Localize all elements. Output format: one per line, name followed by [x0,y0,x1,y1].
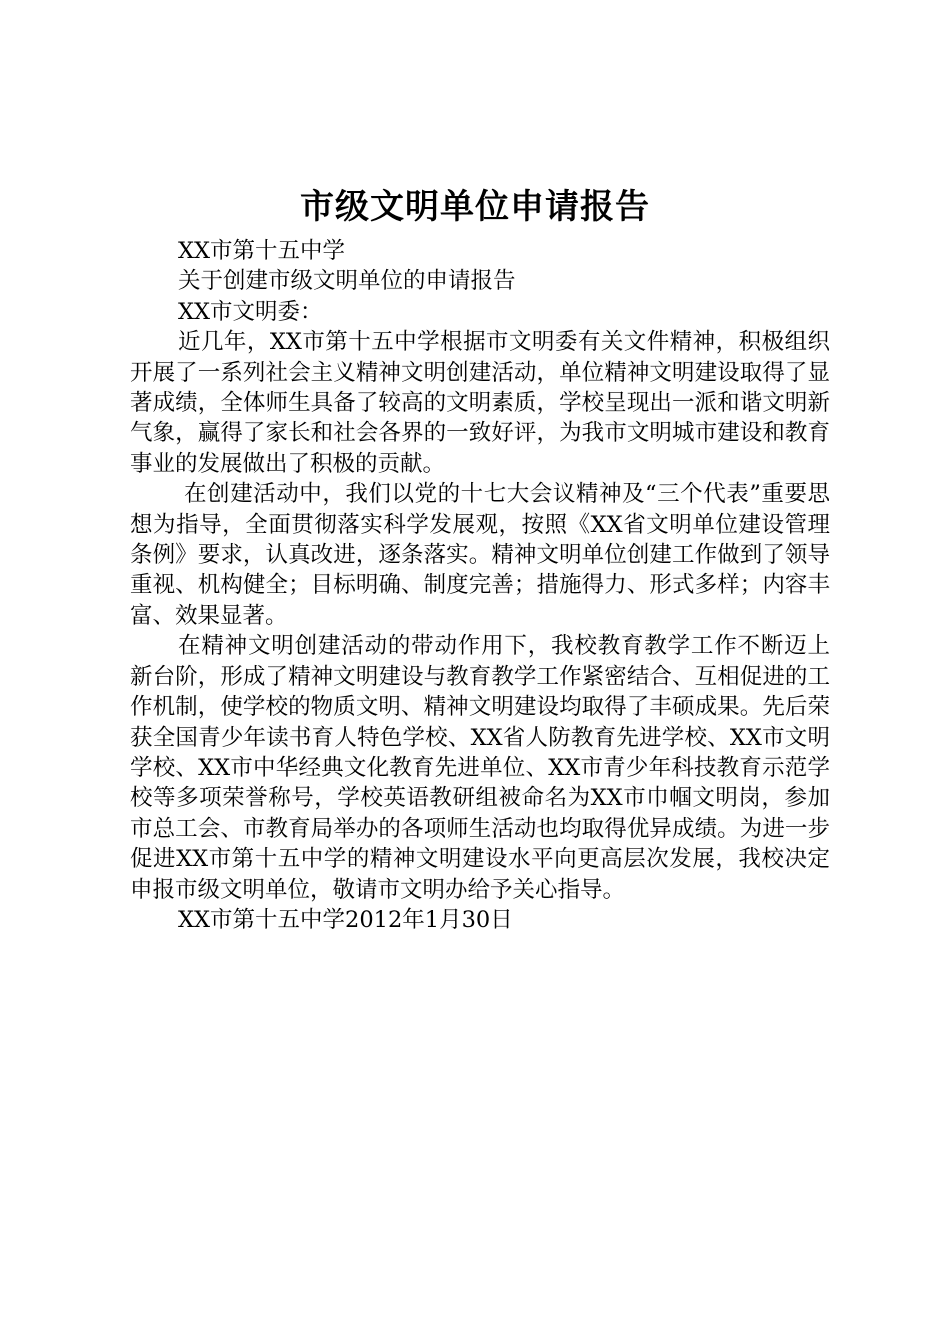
body-paragraph: 在精神文明创建活动的带动作用下，我校教育教学工作不断迈上新台阶，形成了精神文明建设与教育教学工作紧密结合、互相促进的工作机制，使学校的物质文明、精神文明建设均取得了丰硕成果。先后荣获全国青少年读书育人特色学校、XX省人防教育先进学校、XX市文明学校、XX市中华经典文化教育先进单位、XX市青少年科技教育示范学校等多项荣誉称号，学校英语教研组被命名为XX市巾帼文明岗，参加市总工会、市教育局举办的各项师生活动也均取得优异成绩。为进一步促进XX市第十五中学的精神文明建设水平向更高层次发展，我校决定申报市级文明单位，敬请市文明办给予关心指导。 [130,633,830,903]
report-subject-line: 关于创建市级文明单位的申请报告 [178,268,516,295]
signature-line: XX市第十五中学2012年1月30日 [178,906,513,933]
recipient-line: XX市文明委： [178,298,323,325]
school-name-line: XX市第十五中学 [178,238,346,264]
body-paragraph: 在创建活动中，我们以党的十七大会议精神及“三个代表”重要思想为指导，全面贯彻落实科学发展观，按照《XX省文明单位建设管理条例》要求，认真改进，逐条落实。精神文明单位创建工作做到了领导重视、机构健全；目标明确、制度完善；措施得力、形式多样；内容丰富、效果显著。 [130,481,830,629]
document-title: 市级文明单位申请报告 [300,187,650,227]
body-paragraph: 近几年，XX市第十五中学根据市文明委有关文件精神，积极组织开展了一系列社会主义精神文明创建活动，单位精神文明建设取得了显著成绩，全体师生具备了较高的文明素质，学校呈现出一派和谐文明新气象，赢得了家长和社会各界的一致好评，为我市文明城市建设和教育事业的发展做出了积极的贡献。 [130,329,830,477]
document-body [130,236,830,935]
